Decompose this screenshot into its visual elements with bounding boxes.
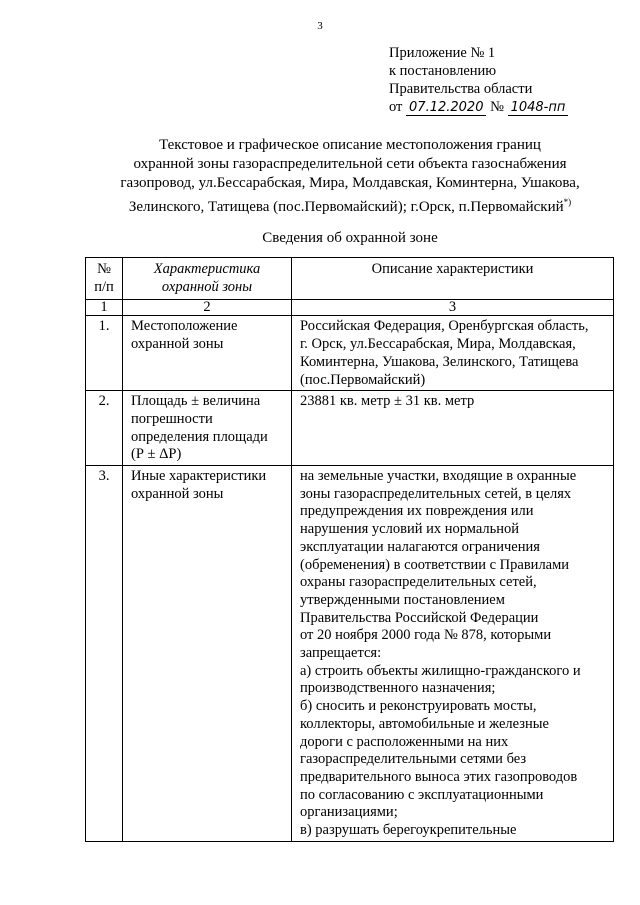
table-header-row [86,258,614,300]
text-line: определения площади [131,428,268,445]
text-line: Местоположение [131,318,238,335]
column-number-2: 2 [123,300,292,316]
from-label: от [389,99,403,115]
page-number: 3 [317,20,323,32]
appendix-line-2: к постановлению [389,63,497,79]
header-number-line-2: п/п [94,278,114,295]
row-characteristic [123,466,292,842]
text-line: г. Орск, ул.Бессарабская, Мира, Молдавская, [300,336,576,353]
text-line: Коминтерна, Ушакова, Зелинского, Татищева [300,353,579,370]
text-line: погрешности [131,410,213,427]
header-description: Описание характеристики [292,258,614,300]
text-line: (пос.Первомайский) [300,371,426,388]
column-number-1: 1 [86,300,123,316]
text-line: зоны газораспределительных сетей, в целях [300,485,572,502]
section-title: Сведения об охранной зоне [262,230,438,246]
header-characteristic-line-1: Характеристика [153,261,261,277]
text-line: дороги с расположенными на них [300,733,509,750]
text-line: (Р ± ΔР) [131,446,182,463]
header-number-line-1: № [97,261,111,277]
text-line: 23881 кв. метр ± 31 кв. метр [300,393,475,410]
decree-date: 07.12.2020 [406,100,486,116]
heading-line-4-text: Зелинского, Татищева (пос.Первомайский); г.Орск, п.Первомайский [128,199,564,215]
text-line: коллекторы, автомобильные и железные [300,715,549,732]
text-line: охранной зоны [131,485,224,502]
text-line: а) строить объекты жилищно-гражданского и [300,662,581,679]
text-line: производственного назначения; [300,680,496,697]
header-number [86,258,123,300]
text-line: охранной зоны [131,336,224,353]
column-number-3: 3 [292,300,614,316]
row-description [292,391,614,466]
text-line: утвержденными постановлением [300,591,505,608]
text-line: газораспределительными сетями без [300,751,527,768]
text-line: Российская Федерация, Оренбургская область, [300,318,589,335]
row-number: 1. [86,316,123,391]
text-line: охраны газораспределительных сетей, [300,574,537,591]
row-description [292,466,614,842]
text-line: предварительного выноса этих газопроводов [300,768,578,785]
text-line: (обременения) в соответствии с Правилами [300,556,570,573]
text-line: эксплуатации налагаются ограничения [300,538,540,555]
row-description [292,316,614,391]
row-characteristic [123,391,292,466]
table-row [86,391,614,466]
row-characteristic [123,316,292,391]
row-number: 2. [86,391,123,466]
number-sign: № [490,99,504,115]
text-line: запрещается: [300,645,382,662]
text-line: по согласованию с эксплуатационными [300,786,544,803]
appendix-line-3: Правительства области [389,81,533,97]
header-characteristic-line-2: охранной зоны [161,278,253,295]
footnote-mark: *) [563,197,572,207]
heading-line-1: Текстовое и графическое описание местоположения границ [159,137,541,153]
appendix-date-line [389,98,568,117]
text-line: нарушения условий их нормальной [300,521,520,538]
column-number-row [86,300,614,316]
zone-info-table [85,257,614,842]
text-line: от 20 ноября 2000 года № 878, которыми [300,627,552,644]
text-line: б) сносить и реконструировать мосты, [300,698,537,715]
text-line: Площадь ± величина [131,393,261,410]
document-heading [80,136,620,217]
table-row [86,316,614,391]
header-characteristic [123,258,292,300]
text-line: предупреждения их повреждения или [300,503,534,520]
table-row [86,466,614,842]
heading-line-2: охранной зоны газораспределительной сети объекта газоснабжения [133,156,567,172]
heading-line-3: газопровод, ул.Бессарабская, Мира, Молдавская, Коминтерна, Ушакова, [120,175,580,191]
text-line: Иные характеристики [131,468,267,485]
row-number: 3. [86,466,123,842]
appendix-line-1: Приложение № 1 [389,45,496,61]
text-line: на земельные участки, входящие в охранные [300,468,577,485]
text-line: Правительства Российской Федерации [300,609,539,626]
appendix-block [389,44,568,117]
decree-number: 1048-пп [508,100,569,116]
text-line: организациями; [300,804,398,821]
heading-line-4 [80,193,620,217]
text-line: в) разрушать берегоукрепительные [300,822,517,839]
